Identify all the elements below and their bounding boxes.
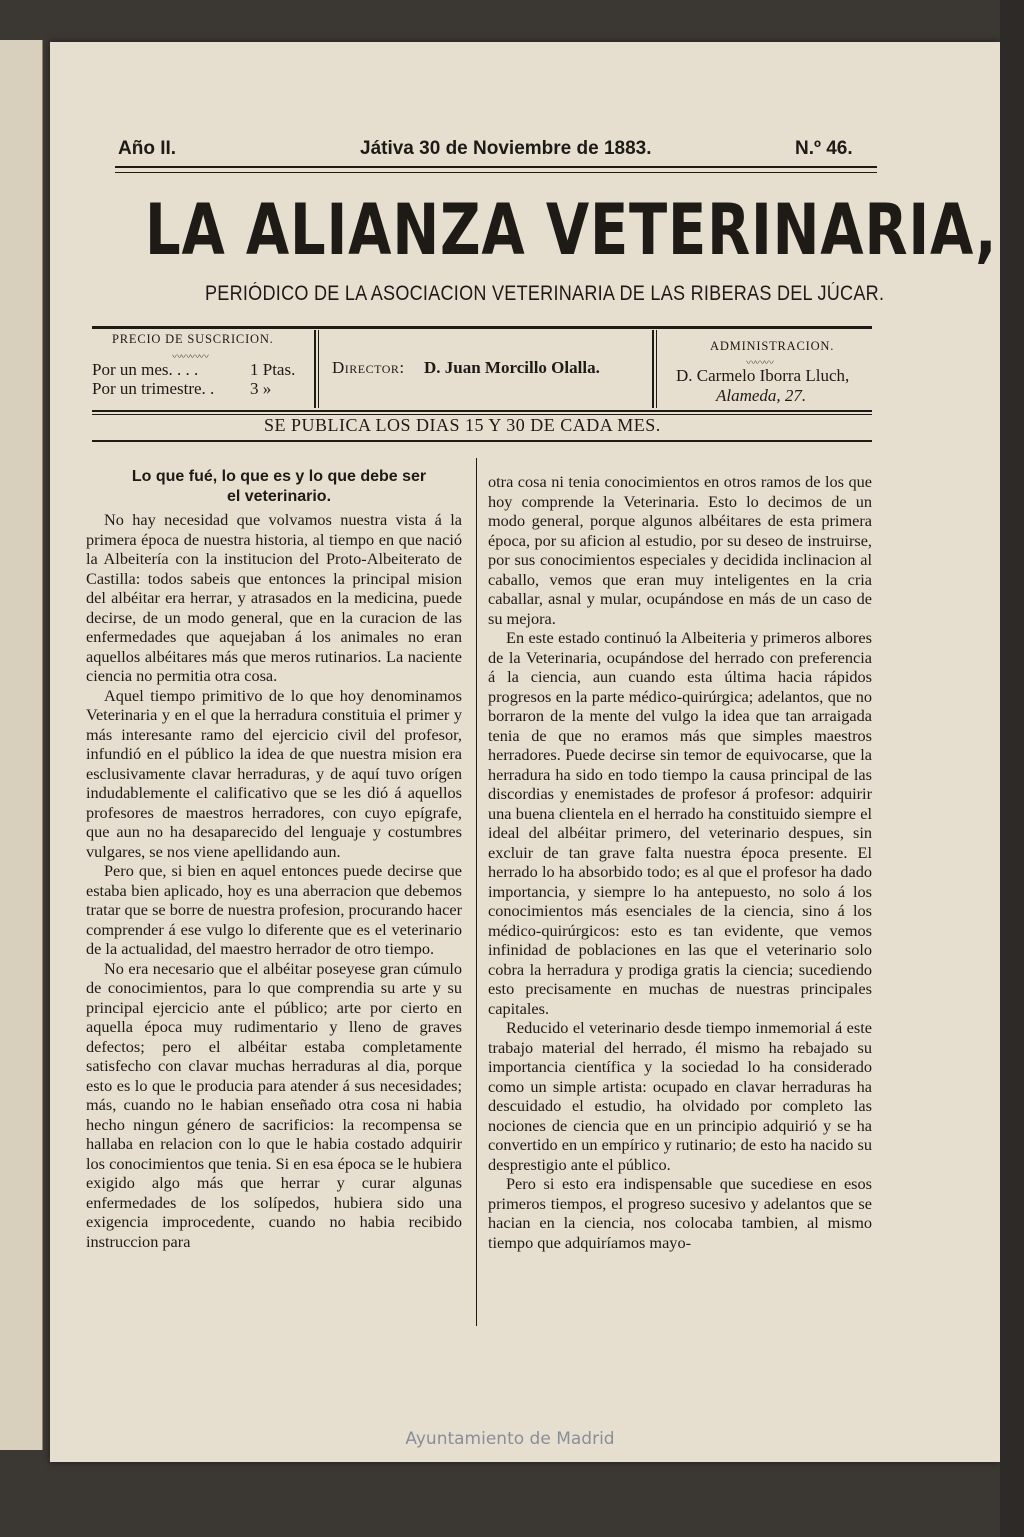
article-paragraph: No era necesario que el albéitar poseyese gran cúmulo de conocimientos, para lo que comprendia su arte y su principal ejercicio ante el público; arte por cierto en aquella época muy rudimentario y lleno de graves defectos; pero el albéitar estaba completamente satisfecho con clavar muchas herraduras al dia, porque esto es lo que le producia para atender á sus necesidades; más, cuando no le habian enseñado otra cosa ni habia hecho ningun género de sacrificios: la recompensa se hallaba en relacion con lo que le habia costado adquirir los conocimientos que tenia. Si en esa época se le hubiera exigido algo más que herrar y curar algunas enfermedades de los solípedos, hubiera sido una exigencia improcedente, cuando no habia recibido instruccion para — [86, 958, 462, 1251]
article-left-column — [86, 510, 462, 1332]
subscription-month-price: 1 Ptas. — [250, 360, 296, 379]
previous-page-edge — [0, 40, 43, 1450]
subscription-quarter-label: Por un trimestre. . — [92, 379, 215, 398]
article-paragraph: Pero que, si bien en aquel entonces puede decirse que estaba bien aplicado, hoy es una aberracion que debemos tratar que se borre de nuestra profesion, procurando hacer comprender á ese vulgo lo diferente que es el veterinario de la actualidad, del maestro herrador de otro tiempo. — [86, 861, 462, 958]
subscription-quarter-price: 3 » — [250, 379, 272, 398]
column-divider — [476, 458, 477, 1326]
issue-number: N.º 46. — [795, 138, 853, 159]
tilde-ornament-admin: 〰〰〰 — [746, 358, 773, 369]
article-paragraph: No hay necesidad que volvamos nuestra vista á la primera época de nuestra historia, al tiempo en que nació la Albeitería con la institucion del Proto-Albeiterato de Castilla: todos sabeis que entonces la principal mision del albéitar era herrar, y atrasados en la medicina, puede decirse, de un modo general, que en la curacion de las enfermedades que aquejaban á los animales no eran aquellos albéitares más que meros rutinarios. La naciente ciencia no permitia otra cosa. — [86, 510, 462, 685]
infobox-bottom-rule — [92, 410, 872, 412]
infobox-top-rule — [92, 326, 872, 329]
header-rule — [115, 166, 877, 168]
article-paragraph: Reducido el veterinario desde tiempo inmemorial á este trabajo material del herrado, él mismo ha rebajado su importancia científica y la sociedad lo ha considerado como un simple artista: ocupado en clavar herraduras ha descuidado el estudio, ha olvidado por completo las nociones de ciencia que en un principio adquirió y se ha convertido en un empírico y rutinario; de esto ha nacido su desprestigio ante el público. — [488, 1018, 872, 1174]
subscription-heading: PRECIO DE SUSCRICION. — [112, 332, 274, 346]
tilde-ornament: 〰〰〰〰 — [172, 352, 208, 363]
article-paragraph: Pero si esto era indispensable que sucediese en esos primeros tiempos, el progreso sucesivo y adelantos que se hacian en la ciencia, nos colocaba tambien, al mismo tiempo que adquiríamos mayo- — [488, 1174, 872, 1252]
subscription-month-label: Por un mes. . . . — [92, 360, 199, 379]
article-paragraph: otra cosa ni tenia conocimientos en otros ramos de los que hoy comprende la Veterinaria. Esto lo decimos de un modo general, porque algunos albéitares de esta primera época, por su aficion al estudio, por su deseo de instruirse, por sus conocimientos especiales y decidida inclinacion al caballo, vemos que eran muy inteligentes en la cria caballar, asnal y mular, ocupándose en más de un caso de su mejora. — [488, 472, 872, 628]
library-watermark: Ayuntamiento de Madrid — [405, 1429, 615, 1449]
article-paragraph: Aquel tiempo primitivo de lo que hoy denominamos Veterinaria y en el que la herradura constituia el primer y más interesante ramo del ejercicio civil del profesor, infundió en el público la idea de que nuestra mision era esclusivamente clavar herraduras, y de aquí tuvo orígen indudablemente el calificativo que se les dió á aquellos profesores de maestros herradores, con cuyo epígrafe, que aun no ha desaparecido del lenguaje y costumbres vulgares, se nos viene apellidando aun. — [86, 685, 462, 861]
masthead-title: LA ALIANZA VETERINARIA, — [145, 189, 998, 271]
infobox-divider-right-thin — [656, 330, 657, 408]
infobox-divider-left — [314, 330, 316, 408]
infobox-divider-left-thin — [318, 330, 319, 408]
article-paragraph: En este estado continuó la Albeiteria y primeros albores de la Veterinaria, ocupándose del herrado con preferencia á la ciencia, aun cuando esta última hacia rápidos progresos en la parte médico-quirúrgica; adelantos, que no borraron de la mente del vulgo la idea que tan arraigada tenia de que no eramos más que simples maestros herradores. Puede decirse sin temor de equivocarse, que la herradura ha sido en todo tiempo la causa principal de las discordias y enemistades de profesor á profesor: adquirir una buena clientela en el herrado ha constituido siempre el ideal del albéitar primero, del veterinario despues, sin excluir de tan grave falta nuestra época presente. El herrado lo ha absorbido todo; es al que el profesor ha dado importancia, y siempre lo ha antepuesto, no solo á los conocimientos más esenciales de la ciencia, sino á los médico-quirúrgicos: esto es tan evidente, que vemos infinidad de poblaciones en las que el veterinario solo cobra la herradura y prodiga gratis la ciencia; sucediendo esto precisamente en muchas de nuestras principales capitales. — [488, 628, 872, 1018]
publication-note: SE PUBLICA LOS DIAS 15 Y 30 DE CADA MES. — [264, 415, 661, 435]
article-title-line2: el veterinario. — [226, 488, 332, 505]
article-title-line1: Lo que fué, lo que es y lo que debe ser — [131, 468, 427, 485]
issue-date: Játiva 30 de Noviembre de 1883. — [360, 138, 652, 159]
masthead-subtitle: PERIÓDICO DE LA ASOCIACION VETERINARIA DE LAS RIBERAS DEL JÚCAR. — [205, 282, 885, 305]
infobox-divider-right — [652, 330, 654, 408]
administration-heading: ADMINISTRACION. — [710, 339, 835, 353]
director-name: D. Juan Morcillo Olalla. — [424, 358, 600, 377]
article-right-column — [488, 472, 872, 1332]
issue-year: Año II. — [118, 138, 177, 159]
administration-name: D. Carmelo Iborra Lluch, — [676, 366, 850, 385]
publication-rule — [92, 440, 872, 442]
header-rule-thin — [115, 172, 877, 173]
administration-address: Alameda, 27. — [716, 386, 807, 405]
director-label: Director: — [332, 358, 405, 377]
book-spine — [1000, 0, 1024, 1537]
article-title — [100, 467, 458, 507]
